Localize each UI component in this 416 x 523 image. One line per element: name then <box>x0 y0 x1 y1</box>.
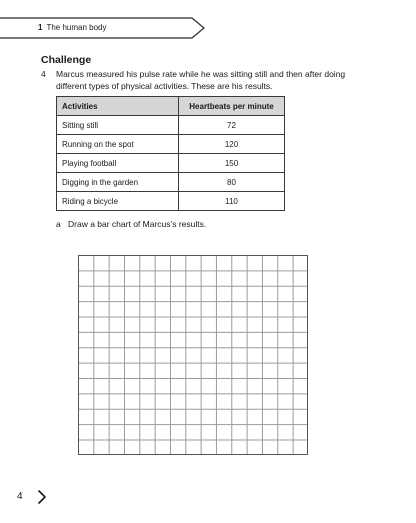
table-row <box>57 192 285 211</box>
question-text: Marcus measured his pulse rate while he was sitting still and then after doing different types of physical activities. These are his results. <box>56 69 346 91</box>
chapter-title: The human body <box>46 23 107 32</box>
results-table <box>56 96 285 211</box>
chapter-number: 1 <box>38 23 43 32</box>
question-number: 4 <box>41 69 46 79</box>
chapter-header-text <box>38 21 107 35</box>
header-activities: Activities <box>57 97 179 116</box>
part-instruction: Draw a bar chart of Marcus’s results. <box>68 219 207 229</box>
activity-cell: Sitting still <box>57 116 179 135</box>
heartbeats-cell: 110 <box>179 192 285 211</box>
section-title: Challenge <box>41 54 92 66</box>
activity-cell: Digging in the garden <box>57 173 179 192</box>
heartbeats-cell: 150 <box>179 154 285 173</box>
table-row <box>57 154 285 173</box>
chevron-right-icon[interactable] <box>36 489 48 510</box>
heartbeats-cell: 80 <box>179 173 285 192</box>
part-letter: a <box>56 219 61 229</box>
graph-paper-grid[interactable] <box>78 255 308 455</box>
activity-cell: Riding a bicycle <box>57 192 179 211</box>
table-header-row <box>57 97 285 116</box>
table-row <box>57 135 285 154</box>
activity-cell: Running on the spot <box>57 135 179 154</box>
activity-cell: Playing football <box>57 154 179 173</box>
table-row <box>57 173 285 192</box>
table-row <box>57 116 285 135</box>
header-heartbeats: Heartbeats per minute <box>179 97 285 116</box>
heartbeats-cell: 120 <box>179 135 285 154</box>
heartbeats-cell: 72 <box>179 116 285 135</box>
page-number: 4 <box>17 491 23 502</box>
